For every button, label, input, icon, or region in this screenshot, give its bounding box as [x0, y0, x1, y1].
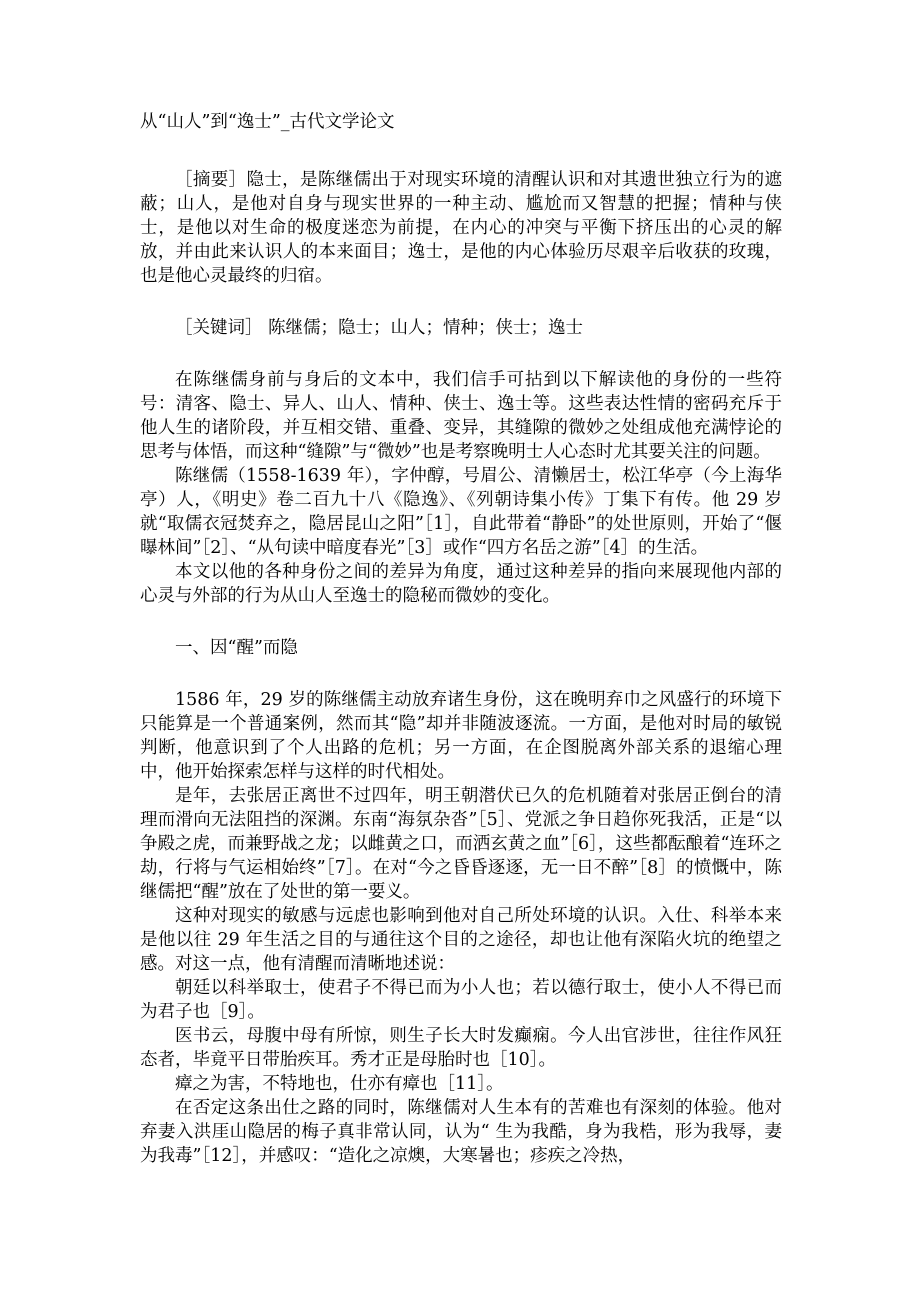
- body-paragraph: 这种对现实的敏感与远虑也影响到他对自己所处环境的认识。入仕、科举本来是他以往 29 年生活之目的与通往这个目的之途径，却也让他有深陷火坑的绝望之感。对这一点，他有清醒而清晰地述说：: [140, 906, 782, 974]
- body-paragraph: 本文以他的各种身份之间的差异为角度，通过这种差异的指向来展现他内部的心灵与外部的行为从山人至逸士的隐秘而微妙的变化。: [140, 562, 782, 606]
- body-paragraph: 在陈继儒身前与身后的文本中，我们信手可拈到以下解读他的身份的一些符号：清客、隐士、异人、山人、情种、侠士、逸士等。这些表达性情的密码充斥于他人生的诸阶段，并互相交错、重叠、变异，其缝隙的微妙之处组成他充满悖论的思考与体悟，而这种“缝隙”与“微妙”也是考察晚明士人心态时尤其要关注的问题。: [140, 370, 782, 462]
- quotation-paragraph: 朝廷以科举取士，使君子不得已而为小人也；若以德行取士，使小人不得已而为君子也［9］。: [140, 978, 782, 1022]
- quotation-paragraph: 瘴之为害，不特地也，仕亦有瘴也［11］。: [175, 1074, 504, 1094]
- document-page: [140, 110, 782, 1168]
- body-paragraph: 陈继儒（1558-1639 年），字仲醇，号眉公、清懒居士，松江华亭（今上海华亭）人，《明史》卷二百九十八《隐逸》、《列朝诗集小传》丁集下有传。他 29 岁就“取儒衣冠焚弃之，隐居昆山之阳”［1］，自此带着“静卧”的处世原则，开始了“偃曝林间”［2］、“从句读中暗度春光”［3］或作“四方名岳之游”［4］的生活。: [140, 466, 782, 558]
- body-paragraph: 1586 年，29 岁的陈继儒主动放弃诸生身份，这在晚明弃巾之风盛行的环境下只能算是一个普通案例，然而其“隐”却并非随波逐流。一方面，是他对时局的敏锐判断，他意识到了个人出路的危机；另一方面，在企图脱离外部关系的退缩心理中，他开始探索怎样与这样的时代相处。: [140, 690, 782, 782]
- keywords-paragraph: ［关键词］ 陈继儒；隐士；山人；情种；侠士；逸士: [175, 318, 584, 338]
- body-paragraph: 是年，去张居正离世不过四年，明王朝潜伏已久的危机随着对张居正倒台的清理而滑向无法阻挡的深渊。东南“海氛杂沓”［5］、党派之争日趋你死我活，正是“以争殿之虎，而兼野战之龙；以雌黄之口，而洒玄黄之血”［6］，这些都酝酿着“连环之劫，行将与气运相始终”［7］。在对“今之昏昏逐逐，无一日不醉”［8］的愤慨中，陈继儒把“醒”放在了处世的第一要义。: [140, 786, 782, 902]
- section-heading: 一、因“醒”而隐: [175, 638, 298, 658]
- quotation-paragraph: 医书云，母腹中母有所惊，则生子长大时发癫痫。今人出官涉世，往往作风狂态者，毕竟平日带胎疾耳。秀才正是母胎时也［10］。: [140, 1026, 782, 1070]
- body-paragraph: 在否定这条出仕之路的同时，陈继儒对人生本有的苦难也有深刻的体验。他对弃妻入洪厓山隐居的梅子真非常认同，认为“ 生为我酷，身为我梏，形为我辱，妻为我毒”［12］，并感叹：“造化之凉燠，大寒暑也；疹疾之冷热，: [140, 1098, 782, 1166]
- document-title: 从“山人”到“逸士”_古代文学论文: [140, 112, 395, 132]
- abstract-paragraph: ［摘要］隐士，是陈继儒出于对现实环境的清醒认识和对其遗世独立行为的遮蔽；山人，是他对自身与现实世界的一种主动、尴尬而又智慧的把握；情种与侠士，是他以对生命的极度迷恋为前提，在内心的冲突与平衡下挤压出的心灵的解放，并由此来认识人的本来面目；逸士，是他的内心体验历尽艰辛后收获的玫瑰，也是他心灵最终的归宿。: [140, 170, 782, 286]
